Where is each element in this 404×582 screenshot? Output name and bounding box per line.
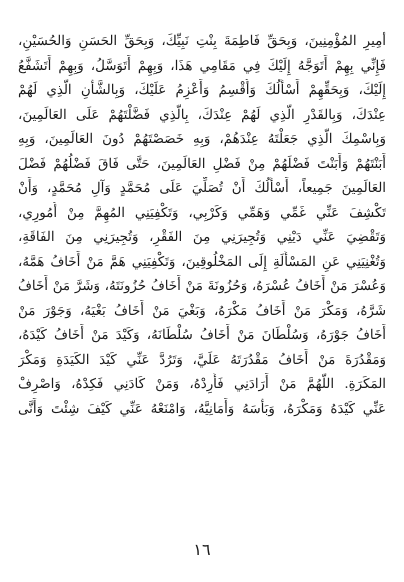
text-line-15: المَكَرَةِ. اللَّهُمَّ مَنْ أَرَادَنِي فَأَرِدْهُ، وَمَنْ كَادَنِي فَكِدْهُ، وَاصْرِفْ	[18, 377, 386, 392]
text-line-8: تَكْشِفَ عَنِّي غَمِّي وَهَمِّي وَكَرْبِي، وَتَكْفِيَنِي المُهِمَّ مِنْ أُمُورِي،	[18, 205, 386, 221]
text-line-9: وَتَقْضِيَ عَنِّي دَيْنِي وَتُجِيرَنِي مِنَ الفَقْرِ، وَتُجِيرَنِي مِنَ الفَاقَةِ،	[18, 230, 386, 245]
page-number: ١٦	[193, 540, 211, 559]
text-line-10: وَتُغْنِيَنِي عَنِ المَسْأَلَةِ إِلَى المَخْلُوقِينَ، وَتَكْفِيَنِي هَمَّ مَنْ أَخَافُ هَمَّهُ،	[18, 254, 386, 270]
text-line-14: وَمَقْدُرَةَ مَنْ أَخَافُ مَقْدُرَتَهُ عَلَيَّ، وَتَرُدَّ عَنِّي كَيْدَ الكَيَدَةِ وَمَكْرَ	[18, 352, 386, 368]
text-line-7: العَالَمِينَ جَمِيعاً، أَسْأَلُكَ أَنْ تُصَلِّيَ عَلَى مُحَمَّدٍ وَآلِ مُحَمَّدٍ، وَأَنْ	[18, 181, 386, 196]
text-line-12: شَرَّهُ، وَمَكْرَ مَنْ أَخَافُ مَكْرَهُ، وَبَغْيَ مَنْ أَخَافُ بَغْيَهُ، وَجَوْرَ مَنْ	[18, 303, 386, 319]
text-line-11: وَعُسْرَ مَنْ أَخَافُ عُسْرَهُ، وَحُزُونَةَ مَنْ أَخَافُ حُزُونَتَهُ، وَشَرَّ مَنْ أَخَافُ	[18, 279, 386, 294]
text-line-13: أَخَافُ جَوْرَهُ، وَسُلْطَانَ مَنْ أَخَافُ سُلْطَانَهُ، وَكَيْدَ مَنْ أَخَافُ كَيْدَهُ،	[18, 328, 386, 343]
text-line-6: أَبَنْتَهُمْ وَأَبَنْتَ فَضْلَهُمْ مِنْ فَضْلِ العَالَمِينَ، حَتَّى فَاقَ فَضْلُهُمْ فَضْلَ	[18, 156, 386, 172]
text-line-16: عَنِّي كَيْدَهُ وَمَكْرَهُ، وَبَأْسَهُ وَأَمَانِيَّهُ، وَامْنَعْهُ عَنِّي كَيْفَ شِئْتَ وَأَنَّى	[18, 401, 386, 417]
prayer-text-block	[18, 30, 386, 520]
text-line-3: إِلَيْكَ، وَبِحَقِّهِمْ أَسْأَلُكَ وَأُقْسِمُ وَأَعْزِمُ عَلَيْكَ، وَبِالشَّأْنِ الَّذِي لَهُمْ	[18, 83, 386, 98]
text-line-1: أمِيرِ المُؤْمِنِينَ، وَبِحَقِّ فَاطِمَةَ بِنْتِ نَبِيِّكَ، وَبِحَقِّ الحَسَنِ وَالحُسَيْنِ،	[18, 34, 386, 49]
text-line-2: فَإِنِّي بِهِمْ أَتَوَجَّهُ إِلَيْكَ فِي مَقَامِي هَذَا، وَبِهِمْ أَتَوَسَّلُ، وَبِهِمْ أَتَشَفَّعُ	[18, 58, 386, 74]
text-line-4: عِنْدَكَ، وَبِالقَدْرِ الَّذِي لَهُمْ عِنْدَكَ، بِالَّذِي فَضَّلْتَهُمْ عَلَى العَالَمِينَ،	[18, 107, 386, 123]
text-line-5: وَبِاسْمِكَ الَّذِي جَعَلْتَهُ عِنْدَهُمْ، وَبِهِ خَصَصْتَهُمْ دُونَ العَالَمِينَ، وَبِهِ	[18, 132, 386, 147]
